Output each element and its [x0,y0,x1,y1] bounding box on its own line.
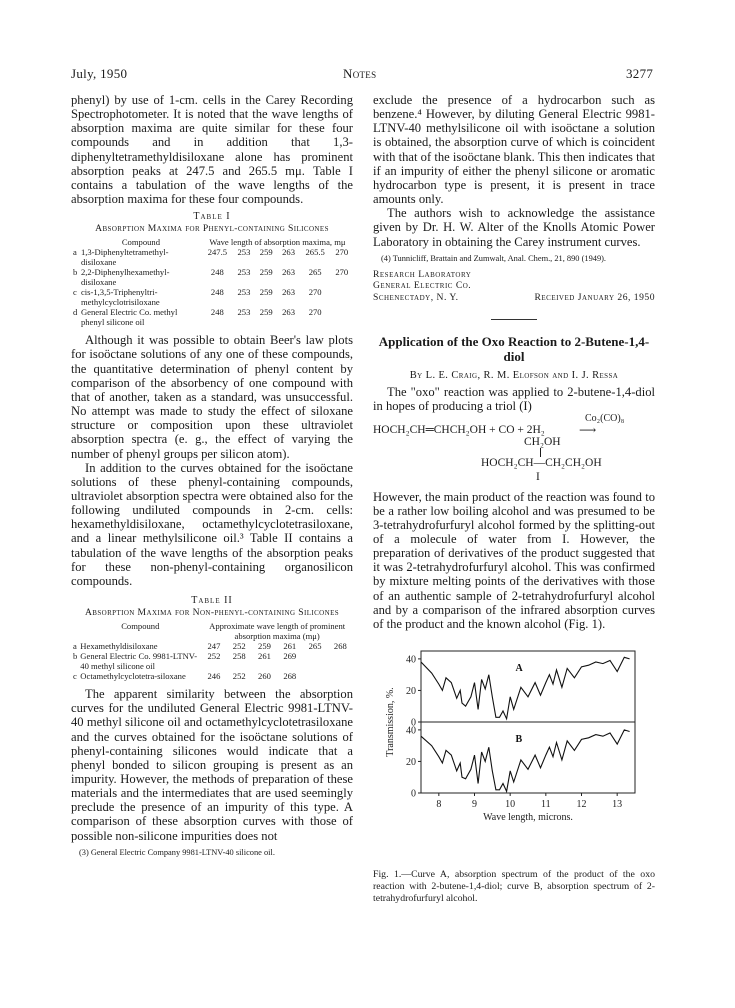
received-date: Received January 26, 1950 [534,291,655,303]
table-cell: 253 [237,287,251,298]
row-mark: b [73,267,78,278]
reaction-arrow: ⟶ [579,422,597,437]
figure-1 [373,643,655,868]
curve-b-label: B [515,734,523,746]
table-row [71,651,353,671]
table-cell: 263 [282,307,295,318]
row-mark: c [73,671,77,682]
table-cell: 270 [335,247,349,258]
compound-name: cis-1,3,5-Triphenyltri-methylcyclotrisiloxane [80,287,160,308]
table-cell: 263 [282,287,295,298]
table-2-header-compound: Compound [121,621,160,632]
table-cell [328,671,353,681]
table-cell: 252 [232,671,246,682]
y-tick-label: 20 [406,757,416,769]
spectrum-curve-b [421,730,630,792]
table-row [71,641,353,651]
reaction-product: HOCH₂CH—CH₂CH₂OH [481,456,602,469]
table-cell: 259 [259,267,273,278]
curve-a-label: A [515,663,523,675]
ir-spectrum-chart [373,643,655,868]
x-tick-label: 8 [436,799,442,811]
x-tick-label: 11 [541,799,551,811]
left-paragraph-2: Although it was possible to obtain Beer's law plots for isoöctane solutions of any one of these compounds, the quantitative determination of phenyl content by comparison of the absorbency of one compound with that of another, taken as a standard, was unsuccessful. No attempt was made to study the effect of siloxane structure or composition upon these ultraviolet absorption spectra (e. g., the effect of varying the number of phenyl groups per silicon atom). [71,333,353,461]
table-1-header-values: Wave length of absorption maxima, mμ [209,237,346,248]
table-cell: 246 [207,671,221,682]
table-cell: 269 [283,651,297,662]
y-tick-label: 0 [411,788,416,800]
affiliation-line-1: Research Laboratory [373,268,472,280]
x-tick-label: 10 [505,799,516,811]
table-cell: 252 [207,651,221,662]
table-cell: 263 [282,267,295,278]
x-tick-label: 13 [612,799,623,811]
x-tick-label: 9 [472,799,477,811]
right-paragraph-1: exclude the presence of a hydrocarbon such as benzene.⁴ However, by diluting General Electric 9981-LTNV-40 methylsilicone oil with isoöctane a solution is obtained, the absorption curve of which is coincident with that of the isoöctane blank. This then indicates that if an impurity of either the phenyl silicone or aromatic hydrocarbon type is present, it is present in trace amounts only. [373,93,655,207]
spectrum-curve-a [421,657,630,719]
right-paragraph-4: However, the main product of the reaction was found to be a rather low boiling alcohol and was presumed to be 3-tetrahydrofurfuryl alcohol formed by the splitting-out of a molecule of water from I. However, the preparation of derivatives of the product suggested that it was 2-tetrahydrofurfuryl alcohol. This was confirmed by mixture melting points of the derivatives with those of an authentic sample of 2-tetrahydrofurfuryl alcohol and by a comparison of the infrared absorption curves of the product and the known alcohol (Fig. 1). [373,489,655,631]
article-title: Application of the Oxo Reaction to 2-Butene-1,4-diol [378,334,650,365]
reaction-equation [373,412,655,483]
table-cell [302,671,327,681]
table-row [71,267,353,287]
table-cell: 260 [258,671,271,682]
table-cell: 265 [308,641,322,652]
table-cell: 268 [283,671,297,682]
running-head-section: Notes [343,66,377,81]
table-cell: 261 [258,651,271,662]
affiliation-block [373,269,655,304]
row-mark: d [73,307,78,318]
table-2-caption: Table II [191,595,233,607]
table-1 [71,237,353,327]
y-tick-label: 20 [406,686,416,698]
table-row [71,247,353,267]
figure-1-caption: Fig. 1.—Curve A, absorption spectrum of the product of the oxo reaction with 2-butene-1,4-diol; curve B, absorption spectrum of 2-tetrahydrofurfuryl alcohol. [373,869,655,905]
y-tick-label: 40 [406,654,416,666]
author-byline: By L. E. Craig, R. M. Elofson and I. J. Ressa [409,370,619,382]
left-paragraph-3: In addition to the curves obtained for the isoöctane solutions of these phenyl-containing compounds, ultraviolet absorption spectra were obtained also for the following undiluted compounds in 2-cm. cells: hexamethyldisiloxane, octamethylcyclotetrasiloxane, and a linear methylsilicone oil.³ Table II contains a tabulation of the wave lengths of the absorption peaks for these non-phenyl-containing organosilicon compounds. [71,460,353,588]
y-tick-label: 0 [411,717,416,729]
table-cell: 270 [308,287,322,298]
right-paragraph-2: The authors wish to acknowledge the assistance given by Dr. H. W. Alter of the Knolls Atomic Power Laboratory in obtaining the Carey instrument curves. [373,206,655,249]
section-divider [491,319,537,320]
table-cell: 253 [237,267,251,278]
product-branch-group: CH₂OH [524,435,561,448]
table-cell: 261 [283,641,297,652]
table-cell: 253 [237,307,251,318]
branch-bond [540,448,541,457]
table-cell: 263 [282,247,295,258]
product-label: I [536,470,540,483]
table-cell: 270 [335,267,349,278]
compound-name: 1,3-Diphenyltetramethyl-disiloxane [80,247,169,268]
table-cell: 248 [210,287,224,298]
table-cell: 252 [232,641,246,652]
left-column [71,93,353,858]
table-cell: 270 [308,307,322,318]
table-cell [328,651,353,671]
row-mark: b [73,651,78,662]
table-row [71,287,353,307]
compound-name: Hexamethyldisiloxane [80,641,158,652]
table-2-header-values: Approximate wave length of prominent absorption maxima (mμ) [209,621,346,642]
table-cell: 265 [308,267,322,278]
row-mark: c [73,287,77,298]
table-cell [302,651,327,671]
compound-name: Octamethylcyclotetra-siloxane [80,671,186,682]
table-cell: 248 [210,307,224,318]
table-cell: 258 [232,651,246,662]
compound-name: General Electric Co. 9981-LTNV-40 methyl silicone oil [80,651,198,672]
table-cell [331,287,353,307]
compound-name: General Electric Co. methyl phenyl silicone oil [80,307,178,328]
table-cell: 259 [259,307,273,318]
left-paragraph-4: The apparent similarity between the absorption curves for the undiluted General Electric 9981-LTNV-40 methyl silicone oil and octamethylcyclotetrasiloxane and the curves obtained for the isoöctane solutions of phenyl-containing silicones would indicate that a phenyl bonded to silicon grouping is present as an impurity. However, the methods of preparation of these materials and the intermediates that are used seemingly preclude the presence of an impurity of this type. A comparison of these absorption curves with those of possible non-silicone impurities does not [71,687,353,843]
running-head-date: July, 1950 [71,66,128,81]
table-cell: 247 [207,641,221,652]
table-cell: 253 [237,247,251,258]
reaction-catalyst: Co₂(CO)₈ [585,412,625,424]
affiliation-line-2: General Electric Co. [373,280,472,292]
table-2 [71,621,353,681]
table-row [71,671,353,681]
affiliation-line-3: Schenectady, N. Y. [373,291,459,303]
table-cell: 259 [259,247,273,258]
table-1-header-compound: Compound [121,237,161,248]
table-1-title: Absorption Maxima for Phenyl-containing Silicones [95,223,329,235]
table-cell: 265.5 [305,247,325,258]
y-axis-label: Transmission, %. [385,687,396,757]
table-1-caption: Table I [193,211,231,223]
row-mark: a [73,247,77,258]
compound-name: 2,2-Diphenylhexamethyl-disiloxane [80,267,170,288]
table-cell [331,307,353,327]
y-tick-label: 40 [406,725,416,737]
x-tick-label: 12 [576,799,587,811]
table-cell: 247.5 [207,247,228,258]
footnote-4: (4) Tunnicliff, Brattain and Zumwalt, Anal. Chem., 21, 890 (1949). [381,253,607,263]
right-paragraph-3: The "oxo" reaction was applied to 2-butene-1,4-diol in hopes of producing a triol (I) [373,385,655,414]
table-cell: 248 [210,267,224,278]
footnote-3: (3) General Electric Company 9981-LTNV-40 silicone oil. [79,847,275,857]
table-cell: 268 [333,641,347,652]
right-column [373,93,655,905]
reaction-reactants: HOCH₂CH═CHCH₂OH + CO + 2H₂ [373,423,545,436]
table-2-title: Absorption Maxima for Non-phenyl-containing Silicones [84,607,340,619]
row-mark: a [73,641,77,652]
page-number: 3277 [626,66,654,81]
left-paragraph-1: phenyl) by use of 1-cm. cells in the Carey Recording Spectrophotometer. It is noted that the wave lengths of absorption maxima are quite similar for these four compounds and in addition that 1,3-diphenyltetramethyldisiloxane alone has prominent absorption peaks at 247.5 and 265.5 mμ. Table I contains a tabulation of the wave lengths of the absorption maxima for these four compounds. [71,93,353,207]
table-row [71,307,353,327]
x-axis-label: Wave length, microns. [483,812,573,824]
table-cell: 259 [259,287,273,298]
table-cell: 259 [258,641,271,652]
